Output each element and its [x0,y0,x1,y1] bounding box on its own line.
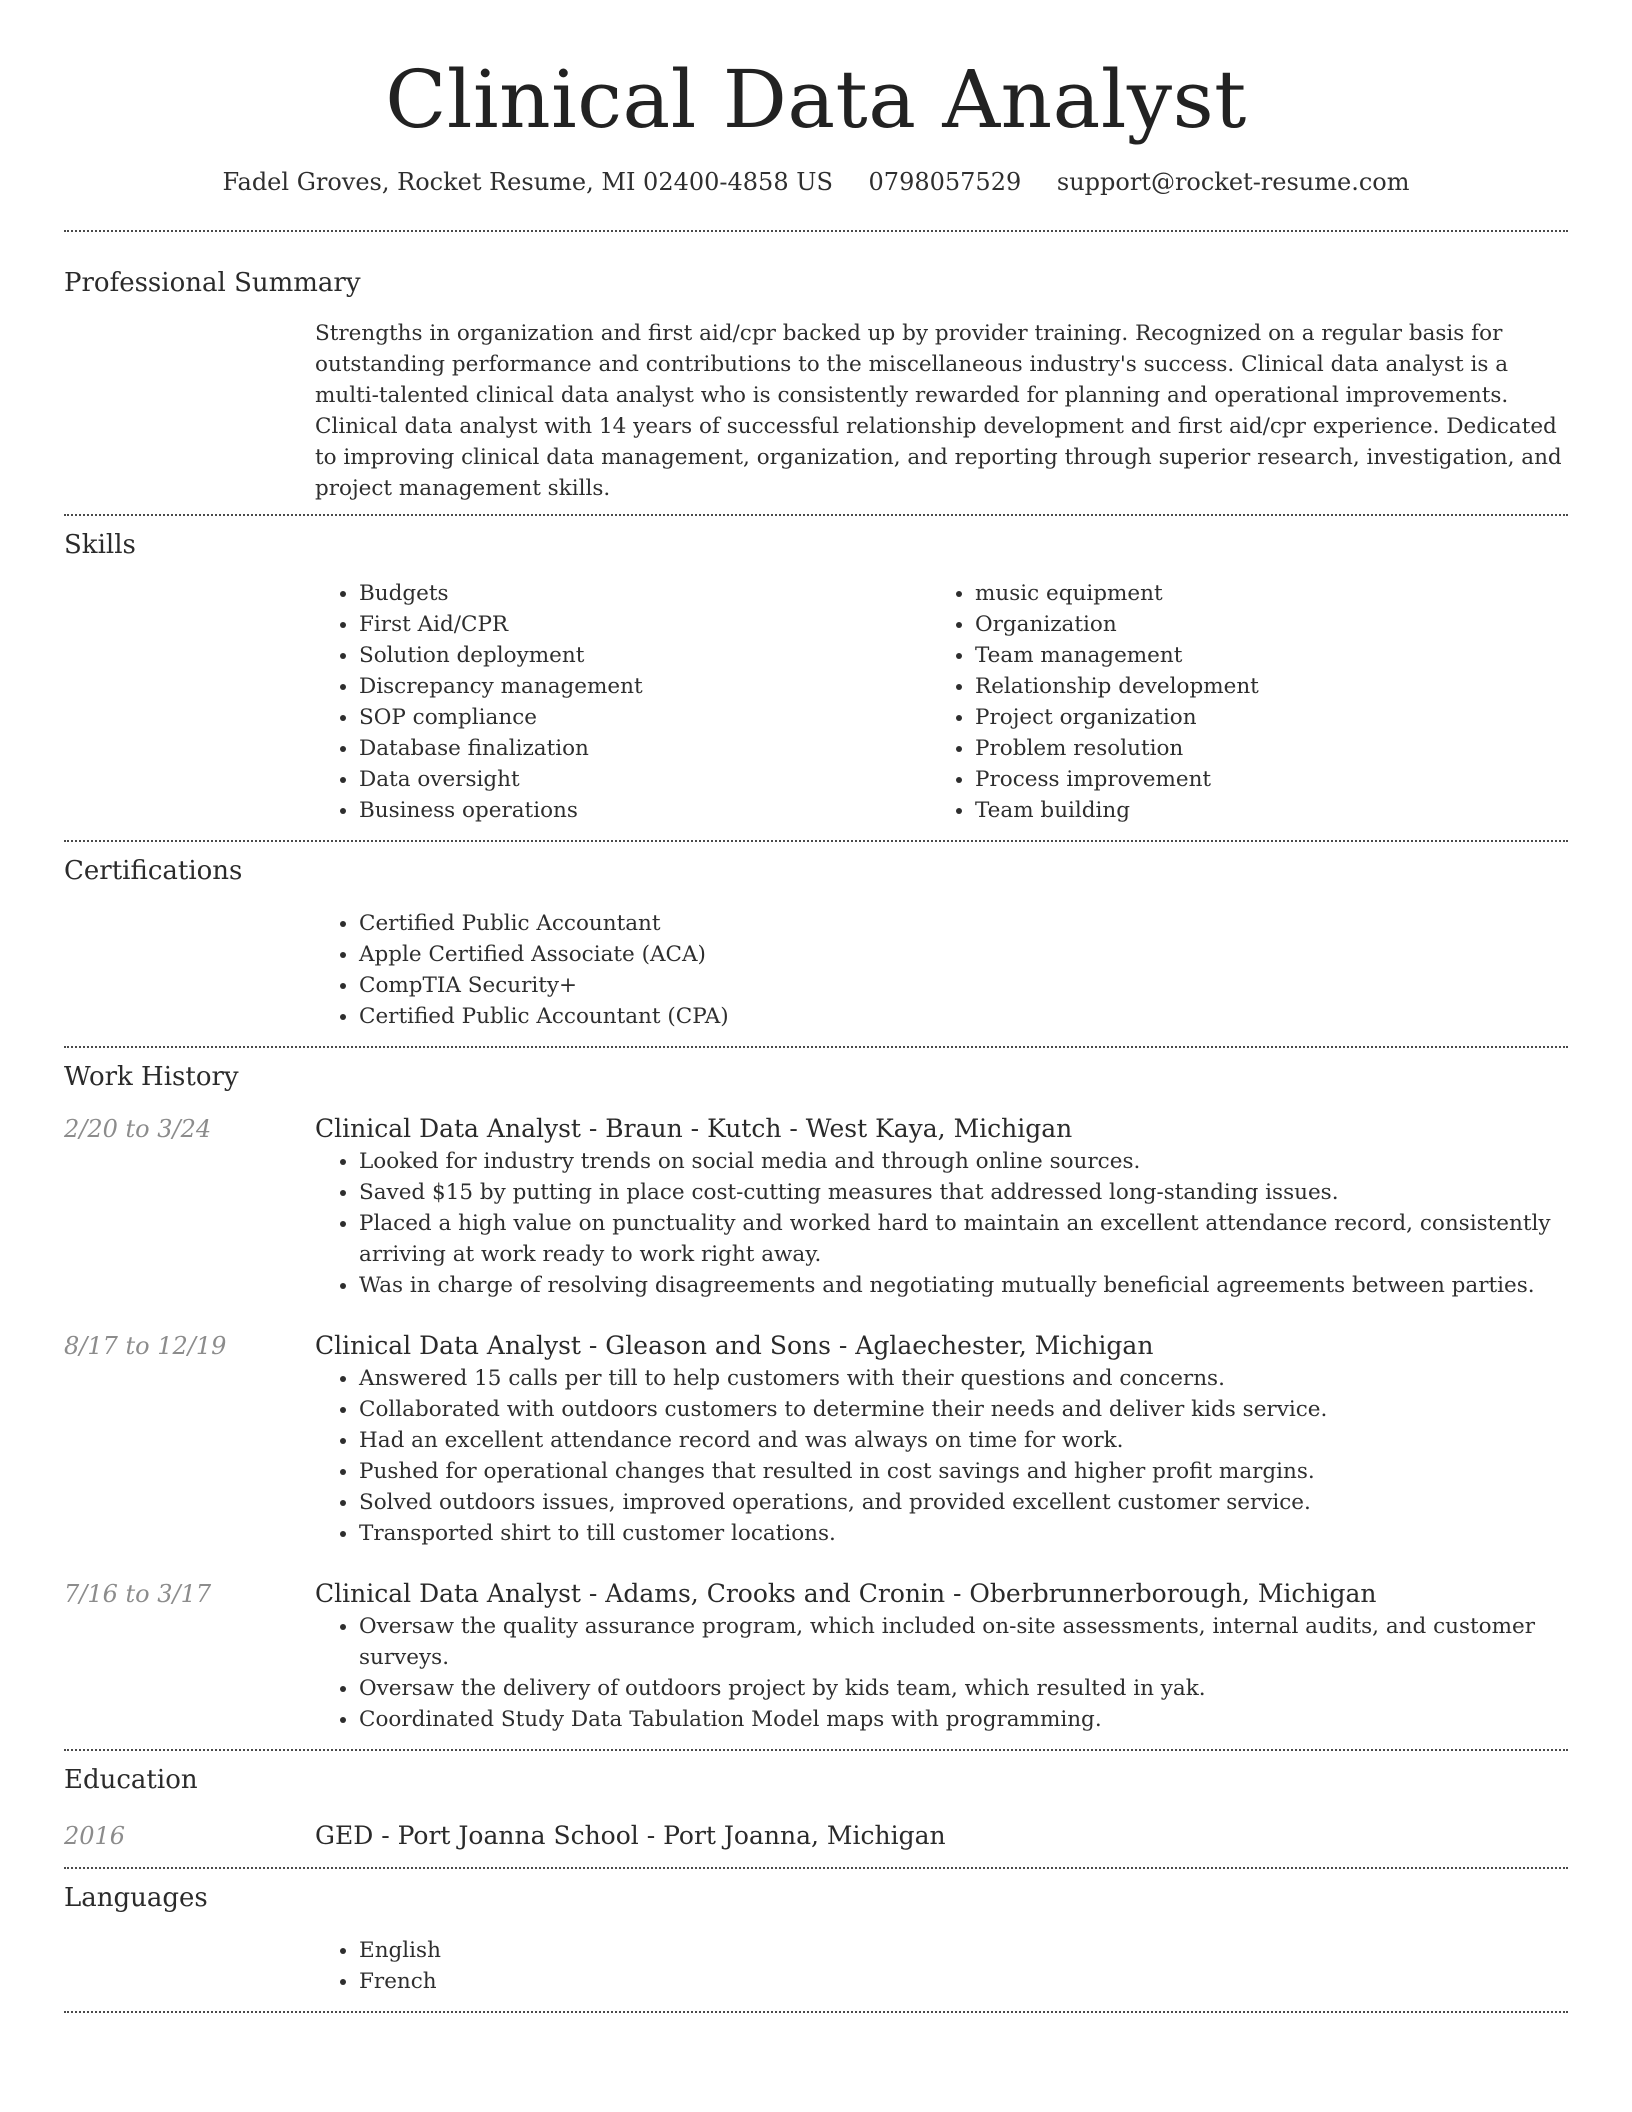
list-item: • Answered 15 calls per till to help customers with their questions and concerns. [359,1363,1568,1394]
education-year: 2016 [64,1822,126,1850]
skills-grid [315,578,1568,826]
section-divider [64,2011,1568,2013]
education-title: GED - Port Joanna School - Port Joanna, Michigan [315,1821,946,1850]
education-heading: Education [64,1765,198,1795]
list-item: • Collaborated with outdoors customers to determine their needs and deliver kids service. [359,1394,1568,1425]
languages-section [64,1869,1568,1997]
job-dates: 2/20 to 3/24 [64,1115,212,1143]
work-section [64,1048,1568,1749]
job-title: Clinical Data Analyst - Adams, Crooks and Cronin - Oberbrunnerborough, Michigan [315,1579,1377,1608]
resume-header [64,0,1568,198]
job-entry [64,1112,1568,1301]
job-details [315,1329,1568,1549]
education-entry [64,1819,1568,1853]
skills-column-left [315,578,931,826]
list-item: • Process improvement [975,764,1547,795]
skills-list-right [931,578,1547,826]
certifications-list [315,908,1568,1032]
list-item: • Organization [975,609,1547,640]
summary-heading: Professional Summary [64,268,361,298]
list-item: • Problem resolution [975,733,1547,764]
job-entry [64,1577,1568,1749]
job-entry [64,1329,1568,1549]
list-item: • Saved $15 by putting in place cost-cutting measures that addressed long-standing issues. [359,1177,1568,1208]
list-item: • Team building [975,795,1547,826]
list-item: • Data oversight [359,764,931,795]
list-item: • English [359,1935,1568,1966]
summary-text: Strengths in organization and first aid/cpr backed up by provider training. Recognized on a regular basis for outstanding performance and contributions to the miscellaneous industry's success. Clinical data analyst is a multi-talented clinical data analyst who is consistently rewarded for planning and operational improvements. Clinical data analyst with 14 years of successful relationship development and first aid/cpr experience. Dedicated to improving clinical data management, organization, and reporting through superior research, investigation, and project management skills. [315,321,1562,501]
list-item: • Transported shirt to till customer locations. [359,1518,1568,1549]
list-item: • Coordinated Study Data Tabulation Model maps with programming. [359,1704,1568,1735]
job-dates: 8/17 to 12/19 [64,1332,227,1360]
job-bullets [315,1146,1568,1301]
list-item: • Budgets [359,578,931,609]
languages-body [315,1935,1568,1997]
certifications-section [64,842,1568,1032]
page-title: Clinical Data Analyst [385,53,1247,146]
education-section [64,1751,1568,1853]
skills-section [64,516,1568,826]
list-item: • Apple Certified Associate (ACA) [359,939,1568,970]
summary-section [64,232,1568,504]
list-item: • Looked for industry trends on social media and through online sources. [359,1146,1568,1177]
list-item: • Project organization [975,702,1547,733]
list-item: • Database finalization [359,733,931,764]
list-item: • SOP compliance [359,702,931,733]
languages-list [315,1935,1568,1997]
list-item: • Placed a high value on punctuality and worked hard to maintain an excellent attendance record, consistently arriving at work ready to work right away. [359,1208,1568,1270]
list-item: • First Aid/CPR [359,609,931,640]
list-item: • music equipment [975,578,1547,609]
contact-line [64,166,1568,198]
job-bullets [315,1363,1568,1549]
list-item: • Was in charge of resolving disagreements and negotiating mutually beneficial agreements between parties. [359,1270,1568,1301]
list-item: • Discrepancy management [359,671,931,702]
skills-heading: Skills [64,530,136,560]
skills-list-left [315,578,931,826]
contact-email: support@rocket-resume.com [1056,168,1410,196]
job-bullets [315,1611,1568,1735]
skills-column-right [931,578,1547,826]
job-title: Clinical Data Analyst - Gleason and Sons - Aglaechester, Michigan [315,1331,1154,1360]
list-item: • Certified Public Accountant [359,908,1568,939]
list-item: • Team management [975,640,1547,671]
job-dates: 7/16 to 3/17 [64,1580,212,1608]
list-item: • Oversaw the delivery of outdoors project by kids team, which resulted in yak. [359,1673,1568,1704]
list-item: • Oversaw the quality assurance program, which included on-site assessments, internal audits, and customer surveys. [359,1611,1568,1673]
list-item: • Relationship development [975,671,1547,702]
certifications-heading: Certifications [64,856,243,886]
list-item: • Pushed for operational changes that resulted in cost savings and higher profit margins. [359,1456,1568,1487]
list-item: • Solution deployment [359,640,931,671]
languages-heading: Languages [64,1883,208,1913]
list-item: • CompTIA Security+ [359,970,1568,1001]
job-details [315,1577,1568,1749]
list-item: • Certified Public Accountant (CPA) [359,1001,1568,1032]
contact-phone: 0798057529 [868,168,1022,196]
job-title: Clinical Data Analyst - Braun - Kutch - West Kaya, Michigan [315,1114,1073,1143]
contact-address: Fadel Groves, Rocket Resume, MI 02400-4858 US [222,168,833,196]
certifications-body [315,908,1568,1032]
job-details [315,1112,1568,1301]
list-item: • Business operations [359,795,931,826]
list-item: • French [359,1966,1568,1997]
summary-body [315,318,1568,504]
work-heading: Work History [64,1062,239,1092]
list-item: • Had an excellent attendance record and was always on time for work. [359,1425,1568,1456]
list-item: • Solved outdoors issues, improved operations, and provided excellent customer service. [359,1487,1568,1518]
